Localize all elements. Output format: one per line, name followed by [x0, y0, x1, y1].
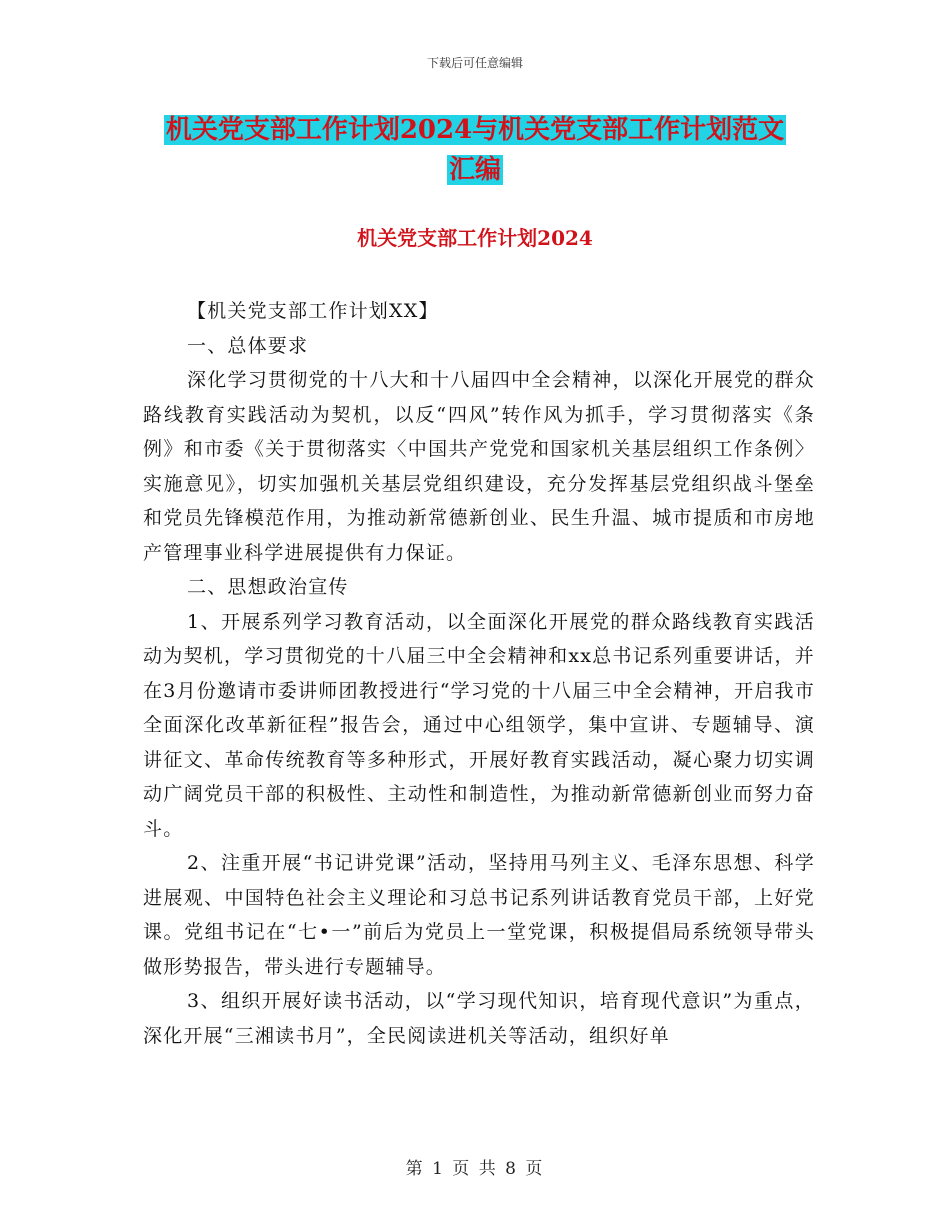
paragraph: 2、注重开展“书记讲党课”活动，坚持用马列主义、毛泽东思想、科学进展观、中国特色社会主义理论和习总书记系列讲话教育党员干部，上好党课。党组书记在“七•一”前后为党员上一堂党课，积极提倡局系统领导带头做形势报告，带头进行专题辅导。: [143, 852, 815, 978]
title-line-2: 汇编: [448, 155, 501, 185]
paragraph: 1、开展系列学习教育活动，以全面深化开展党的群众路线教育实践活动为契机，学习贯彻党的十八届三中全会精神和xx总书记系列重要讲话，并在3月份邀请市委讲师团教授进行“学习党的十八届三中全会精神，开启我市全面深化改革新征程”报告会，通过中心组领学，集中宣讲、专题辅导、演讲征文、革命传统教育等多种形式，开展好教育实践活动，凝心聚力切实调动广阔党员干部的积极性、主动性和制造性，为推动新常德新创业而努力奋斗。: [143, 610, 815, 840]
paragraph: 3、组织开展好读书活动，以“学习现代知识，培育现代意识”为重点，深化开展“三湘读书月”，全民阅读进机关等活动，组织好单: [143, 990, 815, 1047]
paragraph-section-2: 二、思想政治宣传: [187, 576, 349, 598]
document-title: [0, 110, 950, 190]
title-line-1: 机关党支部工作计划2024与机关党支部工作计划范文: [165, 115, 785, 145]
section-title: 机关党支部工作计划2024: [357, 226, 593, 250]
paragraph-heading: 【机关党支部工作计划XX】: [187, 300, 439, 322]
page-footer: 第 1 页 共 8 页: [405, 1159, 545, 1179]
paragraph: 深化学习贯彻党的十八大和十八届四中全会精神，以深化开展党的群众路线教育实践活动为契机，以反“四风”转作风为抓手，学习贯彻落实《条例》和市委《关于贯彻落实〈中国共产党党和国家机关基层组织工作条例〉实施意见》，切实加强机关基层党组织建设，充分发挥基层党组织战斗堡垒和党员先锋模范作用，为推动新常德新创业、民生升温、城市提质和市房地产管理事业科学进展提供有力保证。: [143, 369, 815, 564]
paragraph-section-1: 一、总体要求: [187, 334, 309, 357]
document-body: [143, 294, 815, 1053]
header-note: 下载后可任意编辑: [426, 56, 523, 70]
